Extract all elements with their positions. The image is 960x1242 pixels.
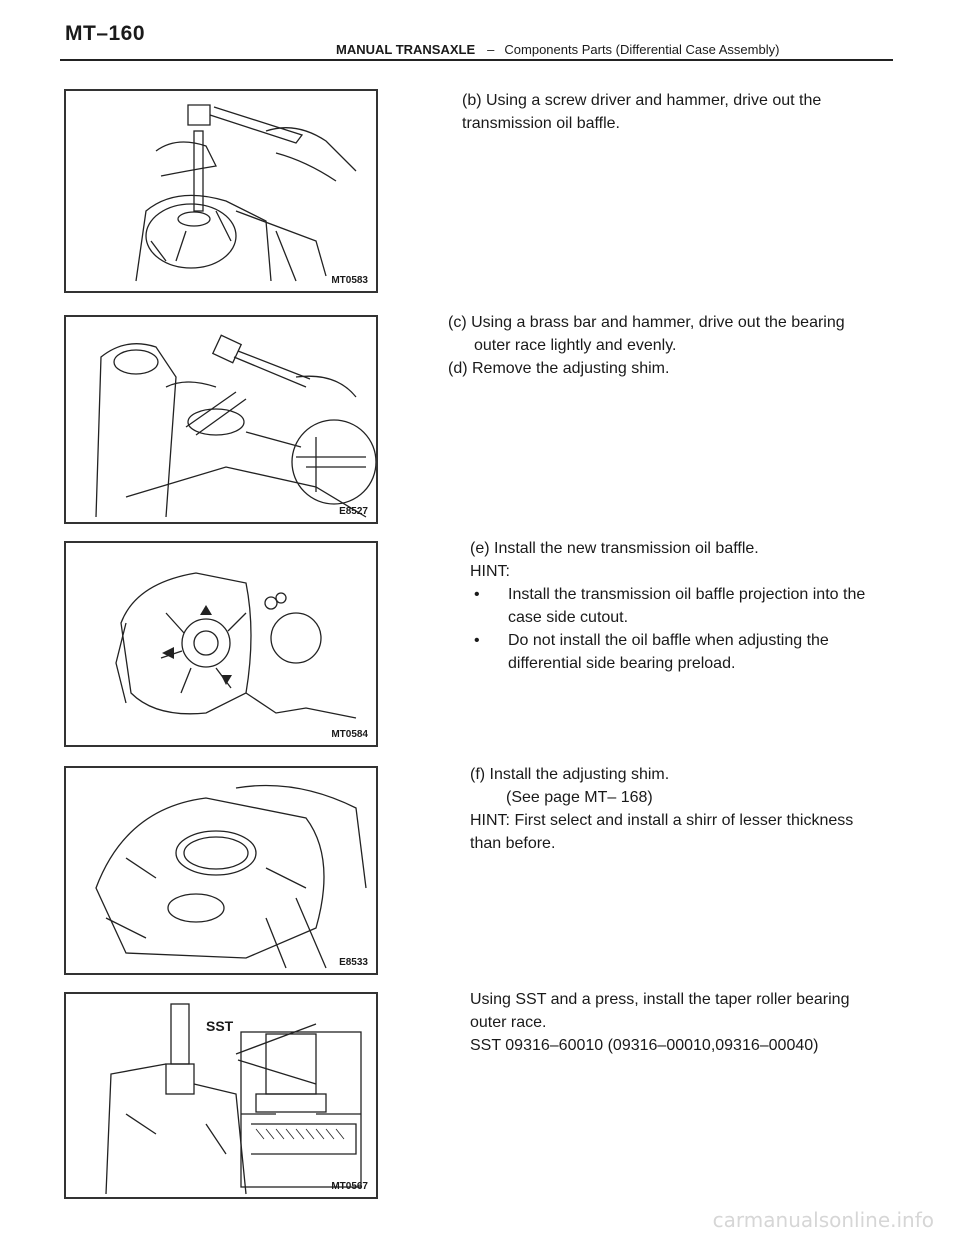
- step-g: [470, 988, 875, 1057]
- figure-code: E8527: [339, 506, 368, 517]
- illustration-brass-bar-hammer: [66, 317, 376, 522]
- step-e-hint-label: HINT:: [470, 563, 510, 580]
- sst-label: SST: [206, 1018, 234, 1034]
- figure-oil-baffle-removal: [64, 89, 378, 293]
- figure-bearing-race-removal: [64, 315, 378, 524]
- steps-c-d: [448, 311, 878, 380]
- illustration-screwdriver-hammer: [66, 91, 376, 291]
- figure-adjusting-shim: [64, 766, 378, 975]
- figure-code: MT0583: [331, 275, 368, 286]
- step-b-text: (b) Using a screw driver and hammer, drive out the transmission oil baffle.: [462, 92, 822, 132]
- illustration-case-with-arrows: [66, 543, 376, 745]
- step-c-line2: outer race lightly and evenly.: [474, 337, 677, 354]
- step-f-hint: HINT: First select and install a shirr of lesser thickness than before.: [470, 812, 854, 852]
- step-e-text: (e) Install the new transmission oil baffle.: [470, 540, 759, 557]
- hint-bullet: [470, 583, 875, 629]
- figure-sst-press: [64, 992, 378, 1199]
- step-f: [470, 763, 875, 855]
- figure-code: MT0567: [331, 1181, 368, 1192]
- illustration-shim-install: [66, 768, 376, 973]
- hint-bullet: [470, 629, 875, 675]
- step-b: [462, 89, 872, 135]
- step-g-text: Using SST and a press, install the taper roller bearing outer race.: [470, 991, 850, 1031]
- section-title: MANUAL TRANSAXLE: [336, 42, 476, 57]
- step-e: [470, 537, 875, 675]
- subsection-title: Components Parts (Differential Case Assembly): [504, 42, 780, 57]
- header-separator: –: [487, 42, 495, 57]
- figure-code: E8533: [339, 957, 368, 968]
- figure-code: MT0584: [331, 729, 368, 740]
- running-header: [336, 42, 779, 57]
- bullet-dot: •: [474, 586, 480, 603]
- step-c-line1: (c) Using a brass bar and hammer, drive out the bearing: [448, 314, 845, 331]
- watermark: carmanualsonline.info: [712, 1208, 934, 1232]
- step-g-sst: SST 09316–60010 (09316–00010,09316–00040): [470, 1037, 819, 1054]
- step-f-ref: (See page MT– 168): [506, 789, 653, 806]
- header-rule: [60, 59, 893, 61]
- hint-bullet-text: Do not install the oil baffle when adjusting the differential side bearing preload.: [508, 632, 829, 672]
- step-d-text: (d) Remove the adjusting shim.: [448, 360, 670, 377]
- figure-oil-baffle-installation: [64, 541, 378, 747]
- bullet-dot: •: [474, 632, 480, 649]
- page-number: MT–160: [65, 22, 146, 45]
- hint-bullet-text: Install the transmission oil baffle projection into the case side cutout.: [508, 586, 866, 626]
- step-f-text: (f) Install the adjusting shim.: [470, 766, 670, 783]
